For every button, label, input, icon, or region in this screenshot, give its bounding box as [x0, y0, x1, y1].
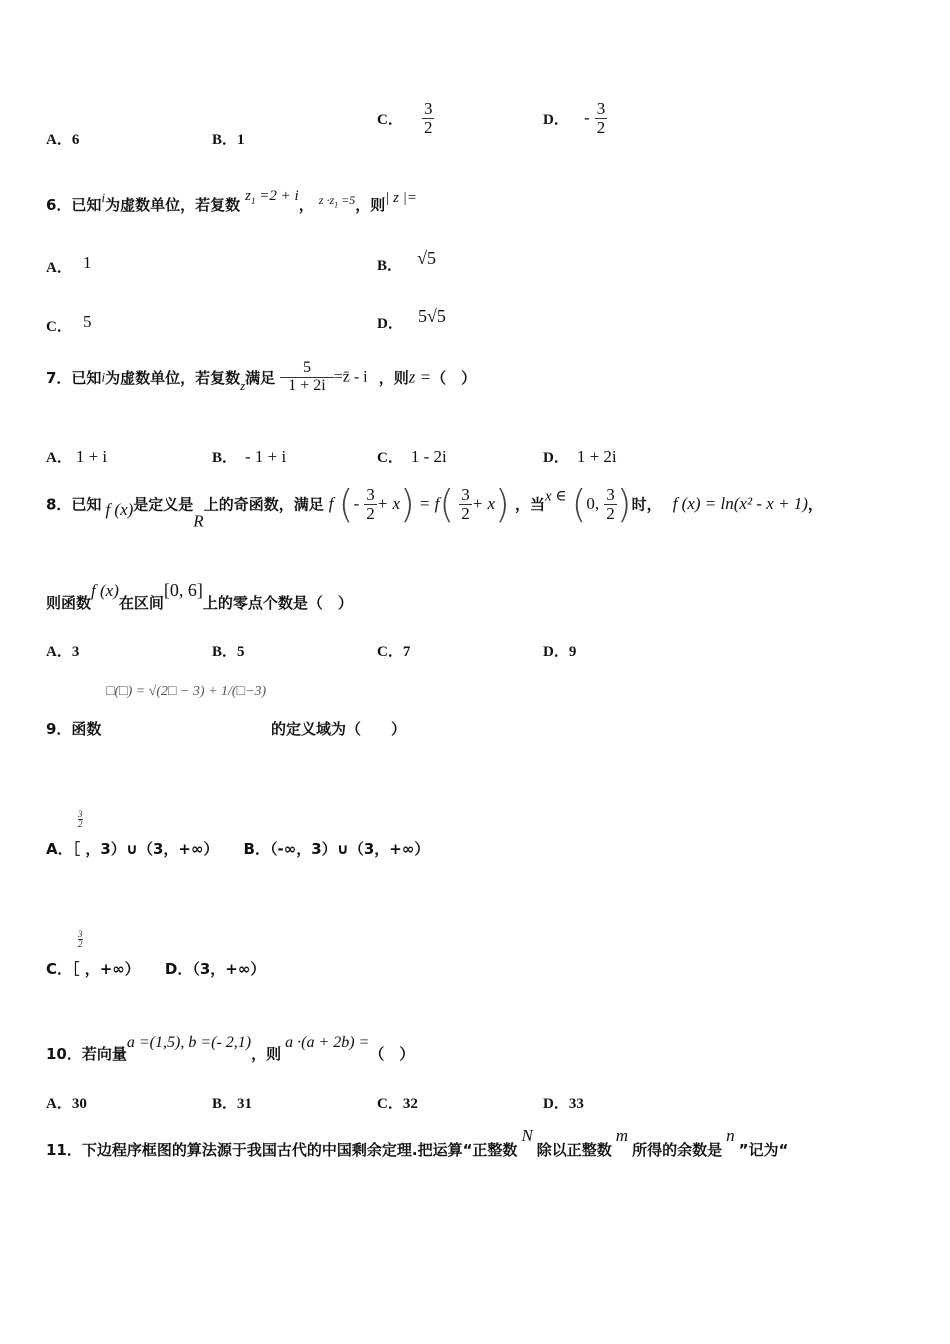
- q9-formula-image: □(□) = √(2□ − 3) + 1/(□−3): [106, 684, 267, 699]
- q9-stem: 9．函数: [46, 720, 102, 738]
- q7-option-d: D． 1 + 2i: [543, 447, 617, 466]
- q8-option-b: B．5: [212, 644, 245, 660]
- q8-option-d: D．9: [543, 644, 577, 660]
- q9-fraction-a: $\frac{3}{2}$: [78, 809, 83, 829]
- q8-stem-line2: 则函数f (x)在区间[0, 6]上的零点个数是（ ）: [46, 580, 353, 612]
- q11-stem: 11．下边程序框图的算法源于我国古代的中国剩余定理.把运算“正整数N除以正整数m所得的余数是n”记为“: [46, 1126, 789, 1159]
- q6-option-d: D． 5√5: [377, 306, 446, 332]
- fraction: $\frac{3}{2}$: [366, 484, 375, 523]
- q7-option-c: C． 1 - 2i: [377, 447, 447, 466]
- q10-option-c: C．32: [377, 1096, 418, 1112]
- q6-option-c: C． 5: [46, 312, 92, 335]
- fraction: $\frac{3}{2}$: [606, 484, 615, 523]
- q8-stem-line1: 8．已知 f (x)是定义是R上的奇函数，满足 f (- $\frac{3}{2}$ + x) = f( $\frac{3}{2}$ + x) ，当x ∈ (0, $\frac{3}{2}$ )时， f (x) = ln(x² - x + 1)，: [46, 482, 823, 531]
- q5-option-c: C． $\frac{3}{2}$: [377, 99, 433, 137]
- q10-stem: 10．若向量a =(1,5), b =(- 2,1)，则a ·(a + 2b) =（ ）: [46, 1034, 415, 1063]
- q6-option-a: A． 1: [46, 253, 92, 276]
- q9-options-ab: A．［ ，3）∪（3，+∞） B．（-∞，3）∪（3，+∞）: [46, 840, 430, 858]
- fraction: $\frac{3}{2}$: [461, 484, 470, 523]
- fraction: $\frac{5}{1 + 2i}$: [280, 360, 333, 395]
- product-condition: z ·z1 =5: [318, 193, 356, 210]
- q10-option-b: B．31: [212, 1096, 253, 1112]
- fraction: $\frac{3}{2}$: [423, 99, 433, 137]
- q9-stem-suffix: 的定义域为（ ）: [271, 720, 407, 738]
- q9-fraction-c: $\frac{3}{2}$: [78, 929, 83, 949]
- q5-option-a: A．6: [46, 132, 80, 148]
- q5-option-d: D． - $\frac{3}{2}$: [543, 99, 606, 137]
- q8-option-c: C．7: [377, 644, 411, 660]
- q5-option-b: B．1: [212, 132, 245, 148]
- q7-option-b: B． - 1 + i: [212, 447, 287, 466]
- q8-option-a: A．3: [46, 644, 80, 660]
- q9-options-cd: C．［ ，+∞） D．（3，+∞）: [46, 960, 266, 978]
- q10-option-d: D．33: [543, 1096, 584, 1112]
- q7-option-a: A． 1 + i: [46, 447, 108, 466]
- q6-option-b: B． √5: [377, 248, 436, 274]
- fraction: $\frac{3}{2}$: [596, 99, 606, 137]
- q6-stem: 6．已知$^i$为虚数单位，若复数 $z_1 =2 + i$， $^{z \cdot z_1 =5}$，则| z |=: [46, 188, 417, 214]
- q10-option-a: A．30: [46, 1096, 87, 1112]
- z1-definition: $z_1 =2 + i$: [245, 188, 299, 206]
- q7-stem: 7．已知i为虚数单位，若复数$_z$满足 $\frac{5}{1 + 2i}$ =z̄ - i ，则z =（ ）: [46, 359, 477, 394]
